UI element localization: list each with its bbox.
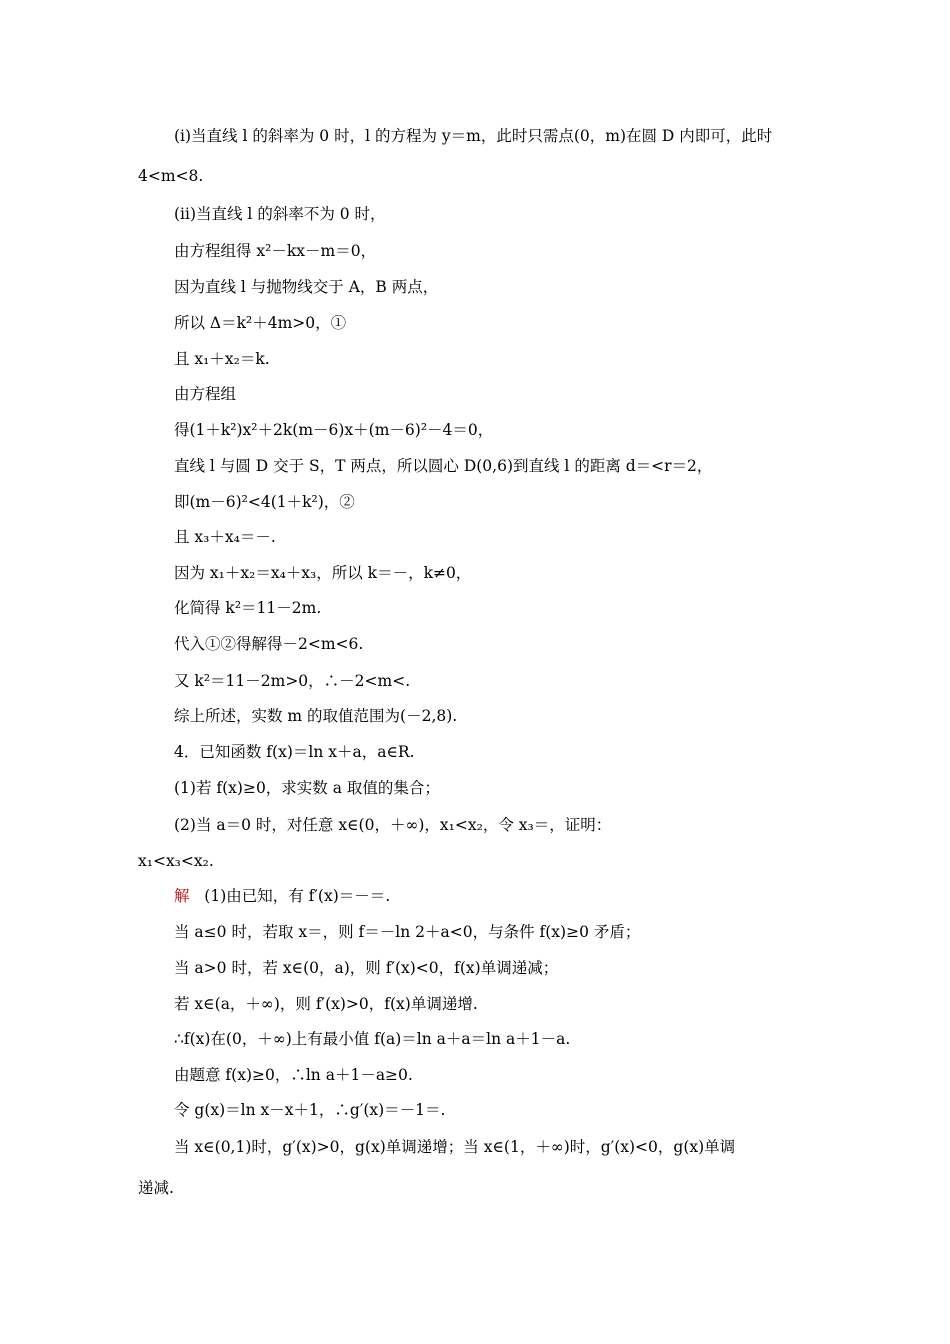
text-line: (1)若 f(x)≥0，求实数 a 取值的集合； bbox=[174, 779, 440, 797]
text-line: 由方程组得 x²－kx－m＝0， bbox=[174, 242, 377, 260]
text-line: 代入①②得解得－2<m<6. bbox=[174, 635, 364, 653]
text-line: 直线 l 与圆 D 交于 S，T 两点，所以圆心 D(0,6)到直线 l 的距离 d＝<r＝2， bbox=[174, 457, 713, 475]
text-line: 由题意 f(x)≥0，∴ln a＋1－a≥0. bbox=[174, 1066, 413, 1084]
text-line: 且 x₃＋x₄＝－. bbox=[174, 528, 276, 546]
text-line: 即(m－6)²<4(1＋k²)，② bbox=[174, 493, 355, 511]
text-line: x₁<x₃<x₂. bbox=[138, 852, 214, 870]
text-line: 递减. bbox=[138, 1179, 174, 1197]
solution-line bbox=[174, 889, 390, 905]
text-line: 4<m<8. bbox=[138, 167, 204, 185]
text-line: ∴f(x)在(0，＋∞)上有最小值 f(a)＝ln a＋a＝ln a＋1－a. bbox=[174, 1030, 571, 1048]
text-line: 得(1＋k²)x²＋2k(m－6)x＋(m－6)²－4＝0， bbox=[174, 421, 494, 439]
solution-label: 解 bbox=[174, 887, 190, 905]
text-line: 化简得 k²＝11－2m. bbox=[174, 599, 322, 617]
text-line: 所以 Δ＝k²＋4m>0，① bbox=[174, 314, 347, 332]
text-line: 且 x₁＋x₂＝k. bbox=[174, 350, 270, 368]
text-line: 综上所述，实数 m 的取值范围为(－2,8). bbox=[174, 707, 458, 725]
text-line: (ⅰ)当直线 l 的斜率为 0 时，l 的方程为 y＝m，此时只需点(0，m)在圆 D 内即可，此时 bbox=[174, 127, 773, 145]
text-line: 由方程组 bbox=[174, 385, 237, 403]
text-line: 因为 x₁＋x₂＝x₄＋x₃，所以 k＝－，k≠0， bbox=[174, 564, 472, 582]
text-line: 若 x∈(a，＋∞)，则 f′(x)>0，f(x)单调递增. bbox=[174, 995, 478, 1013]
text-line: 因为直线 l 与抛物线交于 A，B 两点， bbox=[174, 278, 439, 296]
text-line: (1)由已知，有 f′(x)＝－＝. bbox=[204, 887, 391, 905]
text-line: (2)当 a＝0 时，对任意 x∈(0，＋∞)，x₁<x₂，令 x₃＝，证明： bbox=[174, 816, 612, 834]
text-line: (ⅱ)当直线 l 的斜率不为 0 时， bbox=[174, 205, 386, 223]
text-line: 当 a≤0 时，若取 x＝，则 f＝－ln 2＋a<0，与条件 f(x)≥0 矛盾； bbox=[174, 923, 641, 941]
text-line: 当 x∈(0,1)时，g′(x)>0，g(x)单调递增；当 x∈(1，＋∞)时，g′(x)<0，g(x)单调 bbox=[174, 1138, 736, 1156]
text-line: 4．已知函数 f(x)＝ln x＋a，a∈R. bbox=[174, 743, 415, 761]
text-line: 当 a>0 时，若 x∈(0，a)，则 f′(x)<0，f(x)单调递减； bbox=[174, 959, 559, 977]
text-line: 令 g(x)＝ln x－x＋1，∴g′(x)＝－1＝. bbox=[174, 1101, 446, 1119]
text-line: 又 k²＝11－2m>0，∴－2<m<. bbox=[174, 672, 411, 690]
